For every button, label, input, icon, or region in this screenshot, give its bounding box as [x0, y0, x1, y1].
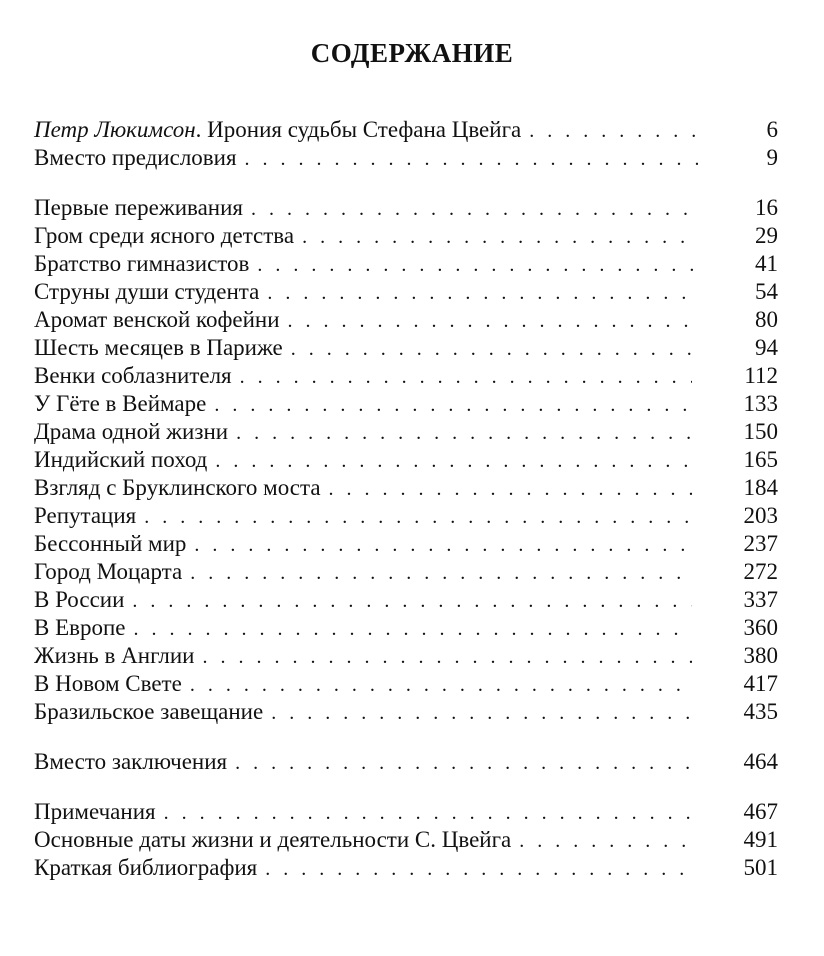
dot-leader — [134, 615, 692, 643]
toc-page-number: 41 — [755, 251, 778, 276]
toc-entry[interactable] — [34, 614, 778, 642]
toc-entry[interactable] — [34, 586, 778, 614]
toc-page-number: 54 — [755, 279, 778, 304]
toc-entry[interactable] — [34, 144, 778, 172]
toc-entry-text: Драма одной жизни — [34, 419, 229, 444]
toc-entry-text: Аромат венской кофейни — [34, 307, 280, 332]
toc-page-number: 29 — [755, 223, 778, 248]
toc-group — [34, 116, 778, 172]
toc-entry[interactable] — [34, 116, 778, 144]
toc-entry-title — [34, 826, 511, 854]
toc-entry-text: Братство гимназистов — [34, 251, 250, 276]
dot-leader — [267, 279, 698, 307]
dot-leader — [288, 307, 698, 335]
toc-entry-title — [34, 854, 257, 882]
dot-leader — [529, 117, 698, 145]
toc-entry[interactable] — [34, 194, 778, 222]
toc-entry-text: В России — [34, 587, 125, 612]
toc-entry-title — [34, 614, 126, 642]
toc-entry-text: В Европе — [34, 615, 126, 640]
dot-leader — [519, 827, 691, 855]
toc-entry-text: Вместо предисловия — [34, 145, 237, 170]
toc-group — [34, 194, 778, 726]
toc-page-number: 467 — [743, 799, 778, 824]
dot-leader — [240, 363, 693, 391]
dot-leader — [251, 195, 698, 223]
toc-entry[interactable] — [34, 334, 778, 362]
toc-page-number: 501 — [743, 855, 778, 880]
toc-entry[interactable] — [34, 502, 778, 530]
toc-entry-separator: . — [195, 117, 208, 142]
toc-page-number: 417 — [743, 671, 778, 696]
toc-entry-text: Взгляд с Бруклинского моста — [34, 475, 321, 500]
toc-entry[interactable] — [34, 558, 778, 586]
toc-entry-title — [34, 362, 232, 390]
dot-leader — [302, 223, 698, 251]
dot-leader — [132, 587, 691, 615]
toc-entry-title — [34, 116, 521, 144]
toc-entry[interactable] — [34, 642, 778, 670]
toc-entry-text: Примечания — [34, 799, 156, 824]
toc-entry[interactable] — [34, 854, 778, 882]
toc-entry[interactable] — [34, 748, 778, 776]
toc-page-number: 337 — [743, 587, 778, 612]
toc-entry[interactable] — [34, 474, 778, 502]
toc-entry-title — [34, 278, 259, 306]
dot-leader — [144, 503, 691, 531]
toc-page-number: 16 — [755, 195, 778, 220]
toc-entry[interactable] — [34, 418, 778, 446]
toc-entry-text: У Гёте в Веймаре — [34, 391, 207, 416]
toc-entry-text: Жизнь в Англии — [34, 643, 195, 668]
toc-entry[interactable] — [34, 698, 778, 726]
dot-leader — [265, 855, 691, 883]
toc-page-number: 165 — [743, 447, 778, 472]
toc-page-number: 80 — [755, 307, 778, 332]
toc-page-number: 112 — [744, 363, 778, 388]
toc-page-number: 380 — [743, 643, 778, 668]
dot-leader — [235, 749, 691, 777]
toc-entry-text: Репутация — [34, 503, 137, 528]
toc-entry-title — [34, 418, 228, 446]
toc-page-number: 6 — [766, 117, 778, 142]
toc-page-number: 94 — [755, 335, 778, 360]
toc-page-number: 237 — [743, 531, 778, 556]
toc-entry-title — [34, 222, 294, 250]
toc-page-number: 435 — [743, 699, 778, 724]
dot-leader — [236, 419, 691, 447]
toc-entry-title — [34, 558, 182, 586]
dot-leader — [329, 475, 692, 503]
dot-leader — [202, 643, 691, 671]
toc-entry[interactable] — [34, 222, 778, 250]
toc-page-number: 464 — [743, 749, 778, 774]
dot-leader — [194, 531, 691, 559]
dot-leader — [291, 335, 698, 363]
toc-entry-title — [34, 390, 206, 418]
toc-page-number: 360 — [743, 615, 778, 640]
toc-entry-title — [34, 670, 182, 698]
toc-entry-text: Первые переживания — [34, 195, 243, 220]
toc-entry-title — [34, 194, 243, 222]
toc-entry-text: В Новом Свете — [34, 671, 182, 696]
toc-entry-text: Венки соблазнителя — [34, 363, 232, 388]
toc-page-number: 203 — [743, 503, 778, 528]
dot-leader — [245, 145, 698, 173]
toc-entry-title — [34, 306, 280, 334]
toc-entry-title — [34, 698, 263, 726]
toc-entry[interactable] — [34, 798, 778, 826]
table-of-contents — [34, 116, 778, 882]
dot-leader — [164, 799, 692, 827]
toc-entry-text: Шесть месяцев в Париже — [34, 335, 283, 360]
toc-entry[interactable] — [34, 530, 778, 558]
toc-entry-title — [34, 474, 321, 502]
toc-page-number: 133 — [743, 391, 778, 416]
toc-group — [34, 748, 778, 776]
dot-leader — [190, 559, 691, 587]
toc-entry-text: Ирония судьбы Стефана Цвейга — [207, 117, 522, 142]
toc-entry[interactable] — [34, 250, 778, 278]
toc-entry-text: Бессонный мир — [34, 531, 187, 556]
toc-entry[interactable] — [34, 390, 778, 418]
toc-entry-title — [34, 334, 283, 362]
toc-entry-title — [34, 586, 124, 614]
toc-page-number: 491 — [743, 827, 778, 852]
toc-entry-title — [34, 446, 207, 474]
toc-entry-title — [34, 748, 227, 776]
toc-entry[interactable] — [34, 826, 778, 854]
toc-entry-text: Вместо заключения — [34, 749, 228, 774]
toc-page-number: 272 — [743, 559, 778, 584]
toc-entry-text: Индийский поход — [34, 447, 208, 472]
toc-entry-title — [34, 798, 156, 826]
toc-page-number: 150 — [743, 419, 778, 444]
toc-entry-title — [34, 642, 194, 670]
dot-leader — [214, 391, 691, 419]
dot-leader — [271, 699, 691, 727]
toc-entry-title — [34, 502, 136, 530]
toc-entry-title — [34, 250, 249, 278]
toc-entry[interactable] — [34, 278, 778, 306]
toc-page-number: 9 — [766, 145, 778, 170]
dot-leader — [190, 671, 692, 699]
dot-leader — [257, 251, 698, 279]
toc-entry-text: Город Моцарта — [34, 559, 183, 584]
toc-entry-title — [34, 530, 186, 558]
toc-entry-text: Бразильское завещание — [34, 699, 264, 724]
toc-entry-text: Гром среди ясного детства — [34, 223, 295, 248]
toc-entry[interactable] — [34, 306, 778, 334]
dot-leader — [215, 447, 691, 475]
toc-entry[interactable] — [34, 670, 778, 698]
toc-page-number: 184 — [743, 475, 778, 500]
page-title: СОДЕРЖАНИЕ — [310, 38, 514, 68]
toc-entry[interactable] — [34, 362, 778, 390]
toc-entry-author: Петр Люкимсон — [34, 117, 196, 142]
toc-group — [34, 798, 778, 882]
toc-entry-text: Краткая библиография — [34, 855, 258, 880]
toc-entry-text: Струны души студента — [34, 279, 260, 304]
toc-entry[interactable] — [34, 446, 778, 474]
toc-entry-text: Основные даты жизни и деятельности С. Цвейга — [34, 827, 512, 852]
toc-entry-title — [34, 144, 237, 172]
